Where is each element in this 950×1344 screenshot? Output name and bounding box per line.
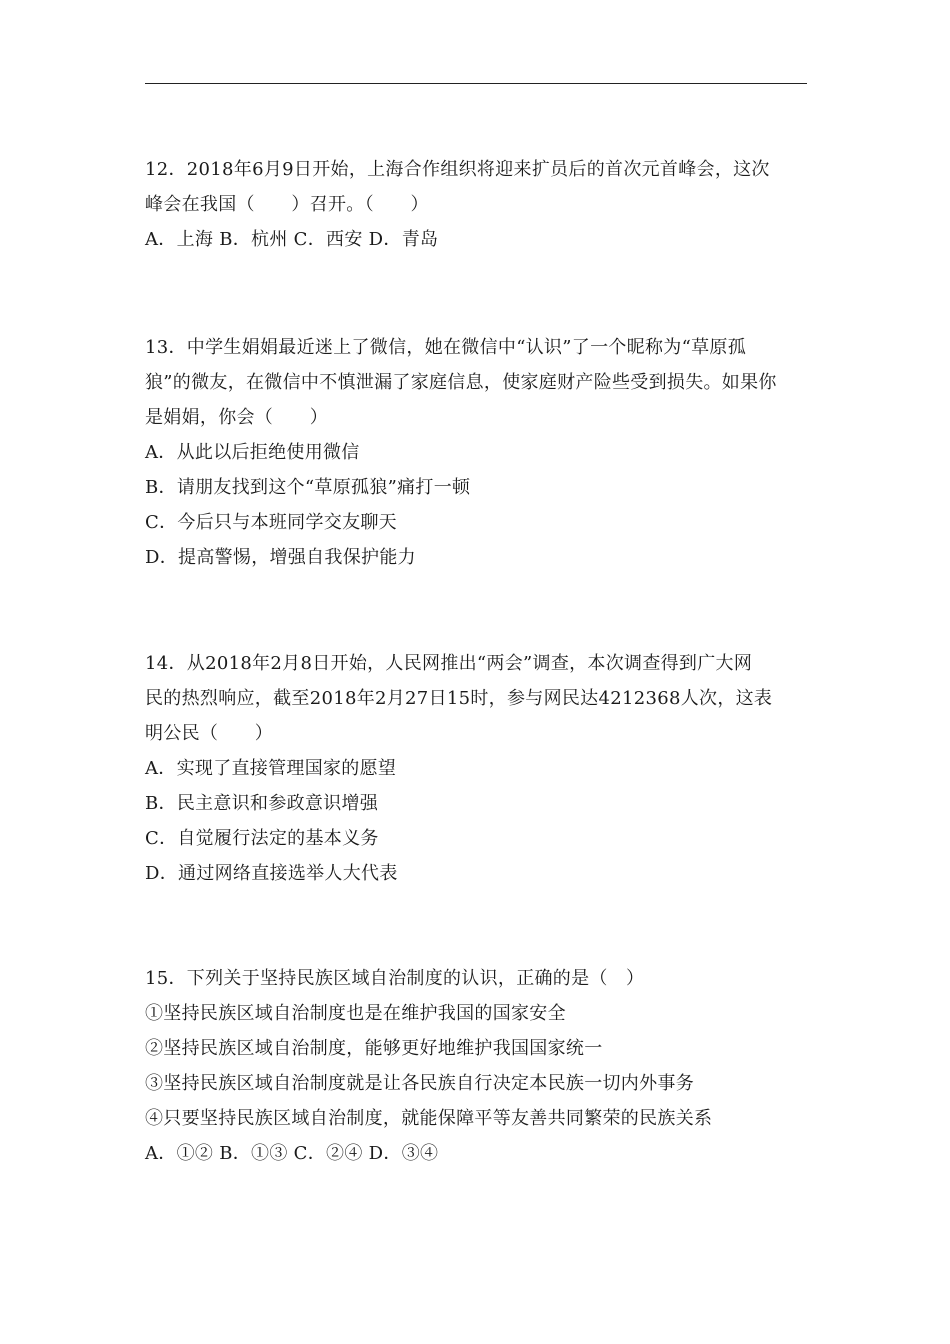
answer-options: A．上海 B．杭州 C．西安 D．青岛 [145,229,439,250]
question-15 [145,961,825,1171]
answer-option-a: A．实现了直接管理国家的愿望 [145,758,397,779]
answer-options: A．①② B．①③ C．②④ D．③④ [145,1143,439,1164]
answer-option-c: C．自觉履行法定的基本义务 [145,828,379,849]
statement-1: ①坚持民族区域自治制度也是在维护我国的国家安全 [145,1003,566,1024]
statement-3: ③坚持民族区域自治制度就是让各民族自行决定本民族一切内外事务 [145,1073,694,1094]
question-stem-line: 13．中学生娟娟最近迷上了微信，她在微信中“认识”了一个昵称为“草原孤 [145,337,747,358]
answer-option-a: A．从此以后拒绝使用微信 [145,442,360,463]
answer-option-b: B．民主意识和参政意识增强 [145,793,379,814]
answer-option-c: C．今后只与本班同学交友聊天 [145,512,397,533]
question-13 [145,330,825,575]
question-stem-line: 14．从2018年2月8日开始，人民网推出“两会”调查，本次调查得到广大网 [145,653,753,674]
question-stem-line: 明公民（ ） [145,723,274,744]
answer-option-d: D．提高警惕，增强自我保护能力 [145,547,416,568]
question-stem-line: 民的热烈响应，截至2018年2月27日15时，参与网民达4212368人次，这表 [145,688,773,709]
question-stem-line: 15．下列关于坚持民族区域自治制度的认识，正确的是（ ） [145,968,645,989]
question-stem-line: 峰会在我国（ ）召开。（ ） [145,194,429,215]
statement-2: ②坚持民族区域自治制度，能够更好地维护我国国家统一 [145,1038,603,1059]
question-stem-line: 12．2018年6月9日开始，上海合作组织将迎来扩员后的首次元首峰会，这次 [145,159,770,180]
answer-option-d: D．通过网络直接选举人大代表 [145,863,398,884]
question-14 [145,646,825,891]
statement-4: ④只要坚持民族区域自治制度，就能保障平等友善共同繁荣的民族关系 [145,1108,713,1129]
question-stem-line: 狼”的微友，在微信中不慎泄漏了家庭信息，使家庭财产险些受到损失。如果你 [145,372,777,393]
question-stem-line: 是娟娟，你会（ ） [145,407,328,428]
answer-option-b: B．请朋友找到这个“草原孤狼”痛打一顿 [145,477,471,498]
header-rule [145,83,807,84]
question-12 [145,152,825,257]
